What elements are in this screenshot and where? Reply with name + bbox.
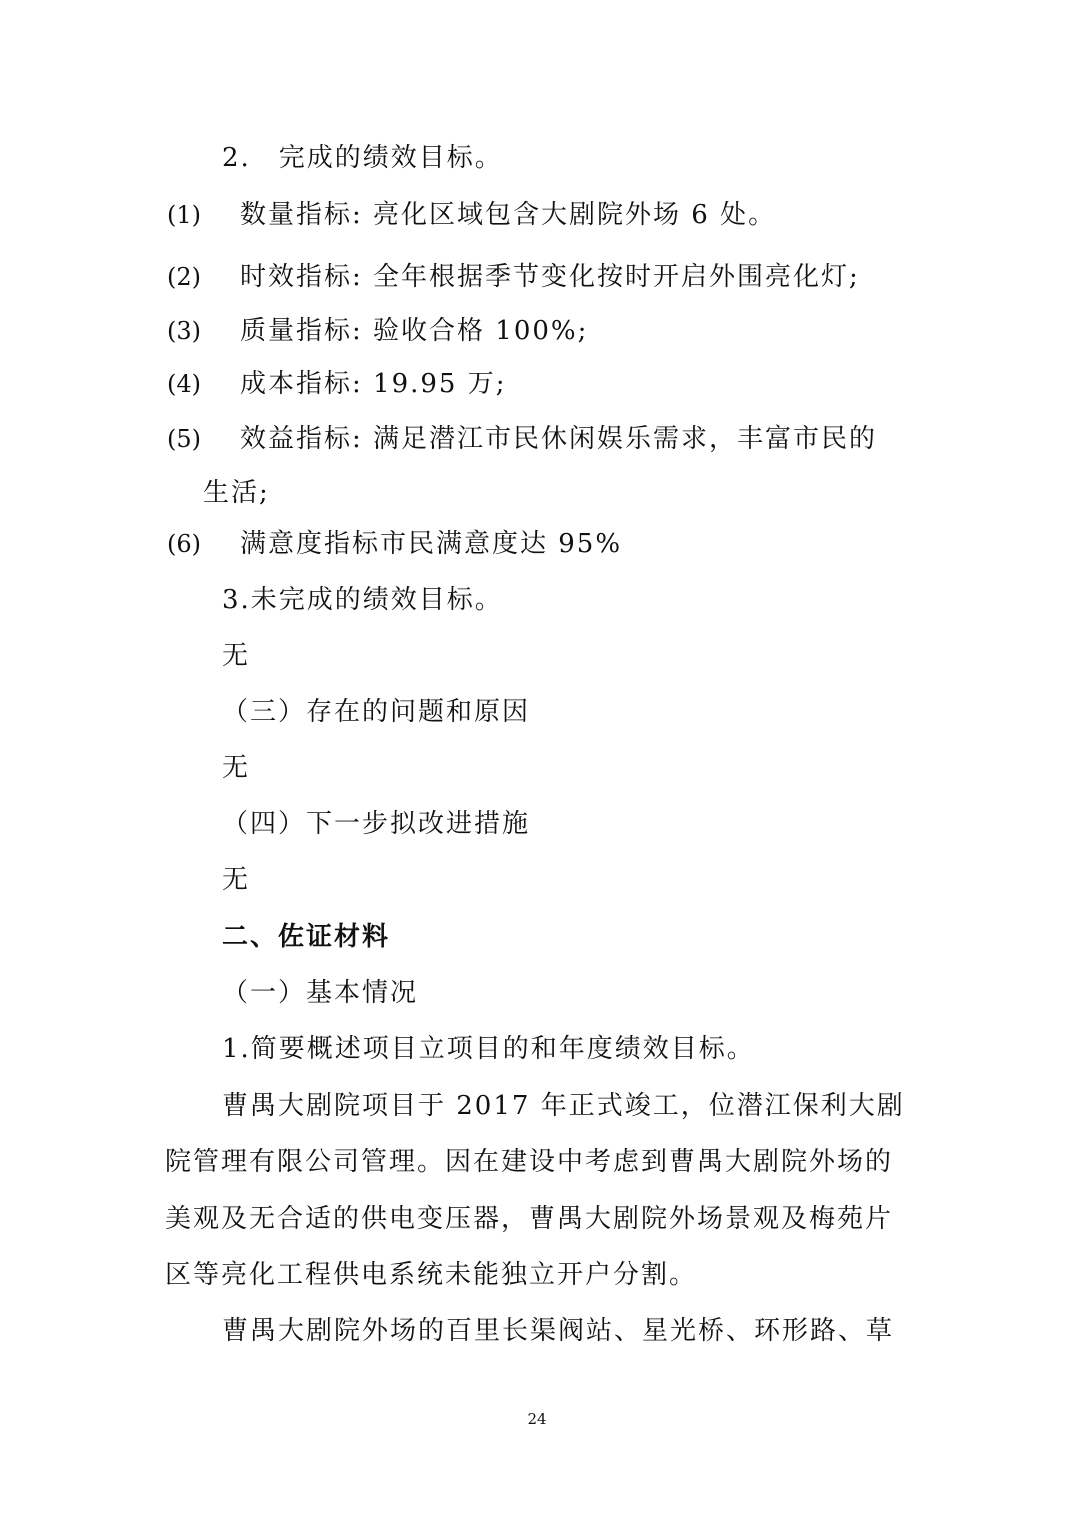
none-text: 无	[222, 753, 251, 783]
page-number: 24	[527, 1410, 547, 1428]
item-text-continuation: 生活;	[203, 478, 270, 508]
overview-heading: 1.简要概述项目立项目的和年度绩效目标。	[222, 1034, 755, 1064]
paragraph-line: 美观及无合适的供电变压器，曹禺大剧院外场景观及梅苑片	[165, 1204, 894, 1234]
none-text: 无	[222, 865, 251, 895]
item-text: 成本指标: 19.95 万;	[240, 369, 507, 399]
item-text: 时效指标: 全年根据季节变化按时开启外围亮化灯;	[240, 262, 860, 292]
subsection-heading: （一）基本情况	[222, 978, 419, 1008]
item-number: (6)	[167, 530, 201, 558]
none-text: 无	[222, 641, 251, 671]
section-heading: 二、佐证材料	[222, 922, 391, 952]
paragraph-line: 曹禺大剧院外场的百里长渠阀站、星光桥、环形路、草	[222, 1316, 895, 1346]
item-number: (1)	[167, 201, 201, 229]
next-steps-heading: （四）下一步拟改进措施	[222, 809, 531, 839]
goal-heading: 2. 完成的绩效目标。	[222, 143, 503, 173]
item-text: 效益指标: 满足潜江市民休闲娱乐需求，丰富市民的	[240, 424, 878, 454]
unfinished-heading: 3.未完成的绩效目标。	[222, 585, 503, 615]
item-number: (3)	[167, 317, 201, 345]
item-number: (4)	[167, 370, 201, 398]
item-text: 质量指标: 验收合格 100%;	[240, 316, 589, 346]
item-text: 满意度指标市民满意度达 95%	[240, 529, 623, 559]
problems-heading: （三）存在的问题和原因	[222, 697, 531, 727]
item-number: (2)	[167, 263, 201, 291]
item-number: (5)	[167, 425, 201, 453]
paragraph-line: 曹禺大剧院项目于 2017 年正式竣工，位潜江保利大剧	[222, 1091, 905, 1121]
paragraph-line: 院管理有限公司管理。因在建设中考虑到曹禺大剧院外场的	[165, 1147, 894, 1177]
paragraph-line: 区等亮化工程供电系统未能独立开户分割。	[165, 1260, 698, 1290]
item-text: 数量指标: 亮化区域包含大剧院外场 6 处。	[240, 200, 777, 230]
